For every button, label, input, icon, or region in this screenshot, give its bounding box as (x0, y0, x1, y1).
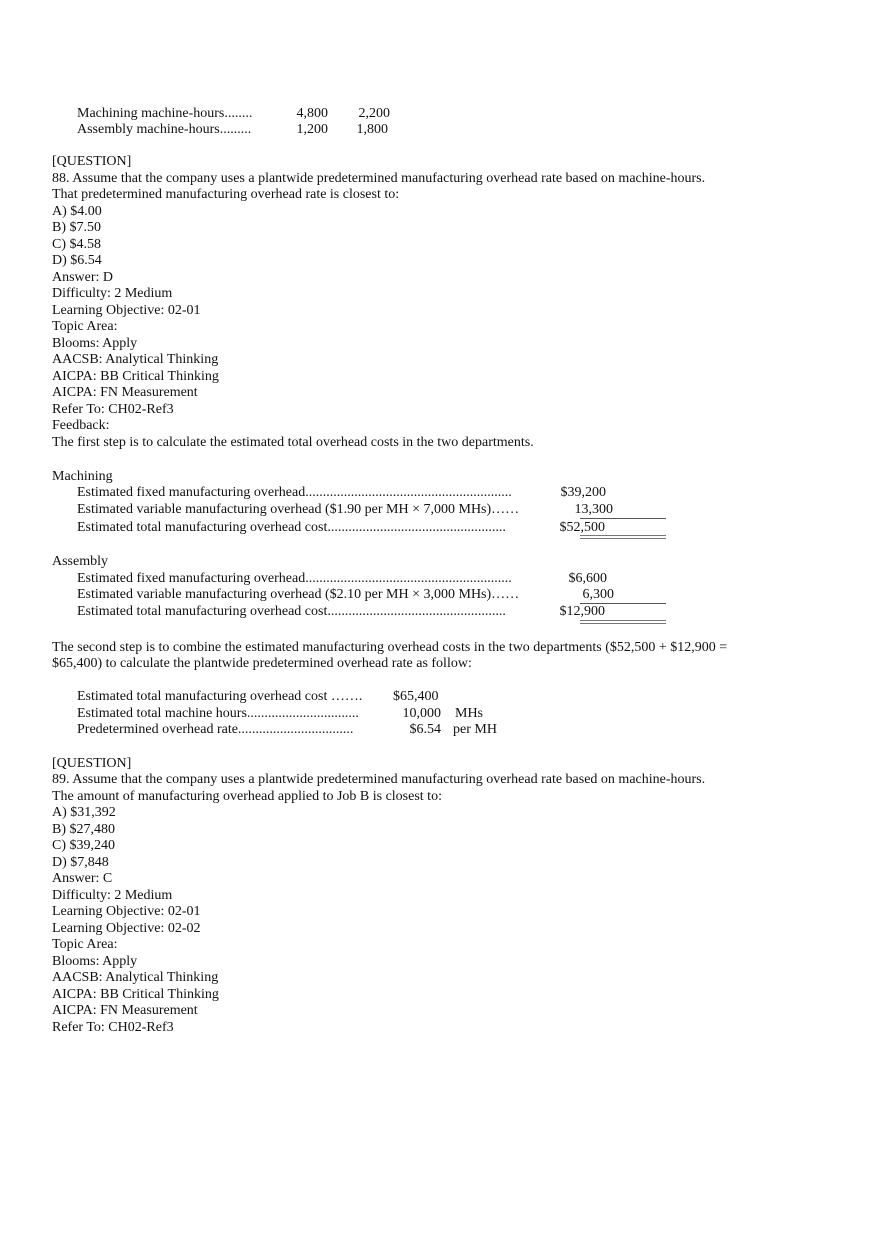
total-value: $12,900 (559, 604, 605, 619)
refer-to: Refer To: CH02-Ref3 (52, 1020, 174, 1035)
answer-option: A) $4.00 (52, 204, 102, 219)
learning-objective: Learning Objective: 02-02 (52, 921, 201, 936)
second-step-text: $65,400) to calculate the plantwide predetermined overhead rate as follow: (52, 656, 472, 671)
department-heading: Machining (52, 469, 113, 484)
feedback-label: Feedback: (52, 418, 110, 433)
rate-value: $6.54 (409, 722, 441, 737)
cost-value: 13,300 (574, 502, 613, 517)
answer-option: A) $31,392 (52, 805, 116, 820)
aicpa: AICPA: FN Measurement (52, 1003, 198, 1018)
aacsb: AACSB: Analytical Thinking (52, 352, 219, 367)
second-step-text: The second step is to combine the estimated manufacturing overhead costs in the two departments ($52,500 + $12,900 = (52, 640, 728, 655)
rate-unit: MHs (455, 706, 484, 721)
question-stem: 88. Assume that the company uses a plantwide predetermined manufacturing overhead rate based on machine-hours. (52, 171, 706, 186)
job-a-value: 4,800 (296, 106, 328, 121)
learning-objective: Learning Objective: 02-01 (52, 904, 201, 919)
rate-label: Estimated total manufacturing overhead cost ……. (77, 689, 363, 704)
blooms: Blooms: Apply (52, 954, 138, 969)
job-b-value: 2,200 (358, 106, 390, 121)
answer-option: C) $4.58 (52, 237, 101, 252)
question-stem: The amount of manufacturing overhead applied to Job B is closest to: (52, 789, 442, 804)
table-row-label: Assembly machine-hours......... (77, 122, 252, 137)
cost-label: Estimated total manufacturing overhead cost................................................... (77, 520, 506, 535)
answer-key: Answer: D (52, 270, 114, 285)
answer-option: D) $7,848 (52, 855, 109, 870)
answer-option: B) $27,480 (52, 822, 115, 837)
total-double-rule (580, 620, 666, 624)
cost-value: $39,200 (560, 485, 606, 500)
answer-key: Answer: C (52, 871, 113, 886)
question-tag: [QUESTION] (52, 756, 132, 771)
cost-value: 6,300 (582, 587, 614, 602)
difficulty: Difficulty: 2 Medium (52, 286, 173, 301)
learning-objective: Learning Objective: 02-01 (52, 303, 201, 318)
rate-unit: per MH (453, 722, 497, 737)
aicpa: AICPA: BB Critical Thinking (52, 369, 219, 384)
aicpa: AICPA: FN Measurement (52, 385, 198, 400)
rate-value: $65,400 (393, 689, 439, 704)
feedback-intro: The first step is to calculate the estimated total overhead costs in the two departments. (52, 435, 534, 450)
job-a-value: 1,200 (296, 122, 328, 137)
refer-to: Refer To: CH02-Ref3 (52, 402, 174, 417)
cost-label: Estimated variable manufacturing overhead ($2.10 per MH × 3,000 MHs)…… (77, 587, 520, 602)
table-row-label: Machining machine-hours........ (77, 106, 253, 121)
answer-option: D) $6.54 (52, 253, 102, 268)
aacsb: AACSB: Analytical Thinking (52, 970, 219, 985)
cost-label: Estimated fixed manufacturing overhead........................................................... (77, 571, 512, 586)
question-stem: 89. Assume that the company uses a plantwide predetermined manufacturing overhead rate based on machine-hours. (52, 772, 706, 787)
total-double-rule (580, 535, 666, 539)
cost-label: Estimated total manufacturing overhead cost................................................... (77, 604, 506, 619)
rate-value: 10,000 (402, 706, 441, 721)
topic-area: Topic Area: (52, 937, 118, 952)
aicpa: AICPA: BB Critical Thinking (52, 987, 219, 1002)
total-value: $52,500 (559, 520, 605, 535)
question-stem: That predetermined manufacturing overhead rate is closest to: (52, 187, 400, 202)
rate-label: Estimated total machine hours................................ (77, 706, 359, 721)
job-b-value: 1,800 (356, 122, 388, 137)
rate-label: Predetermined overhead rate................................. (77, 722, 354, 737)
subtotal-rule (580, 518, 666, 519)
cost-label: Estimated fixed manufacturing overhead........................................................... (77, 485, 512, 500)
department-heading: Assembly (52, 554, 108, 569)
cost-label: Estimated variable manufacturing overhead ($1.90 per MH × 7,000 MHs)…… (77, 502, 520, 517)
answer-option: B) $7.50 (52, 220, 101, 235)
blooms: Blooms: Apply (52, 336, 138, 351)
answer-option: C) $39,240 (52, 838, 115, 853)
cost-value: $6,600 (568, 571, 607, 586)
question-tag: [QUESTION] (52, 154, 132, 169)
difficulty: Difficulty: 2 Medium (52, 888, 173, 903)
topic-area: Topic Area: (52, 319, 118, 334)
